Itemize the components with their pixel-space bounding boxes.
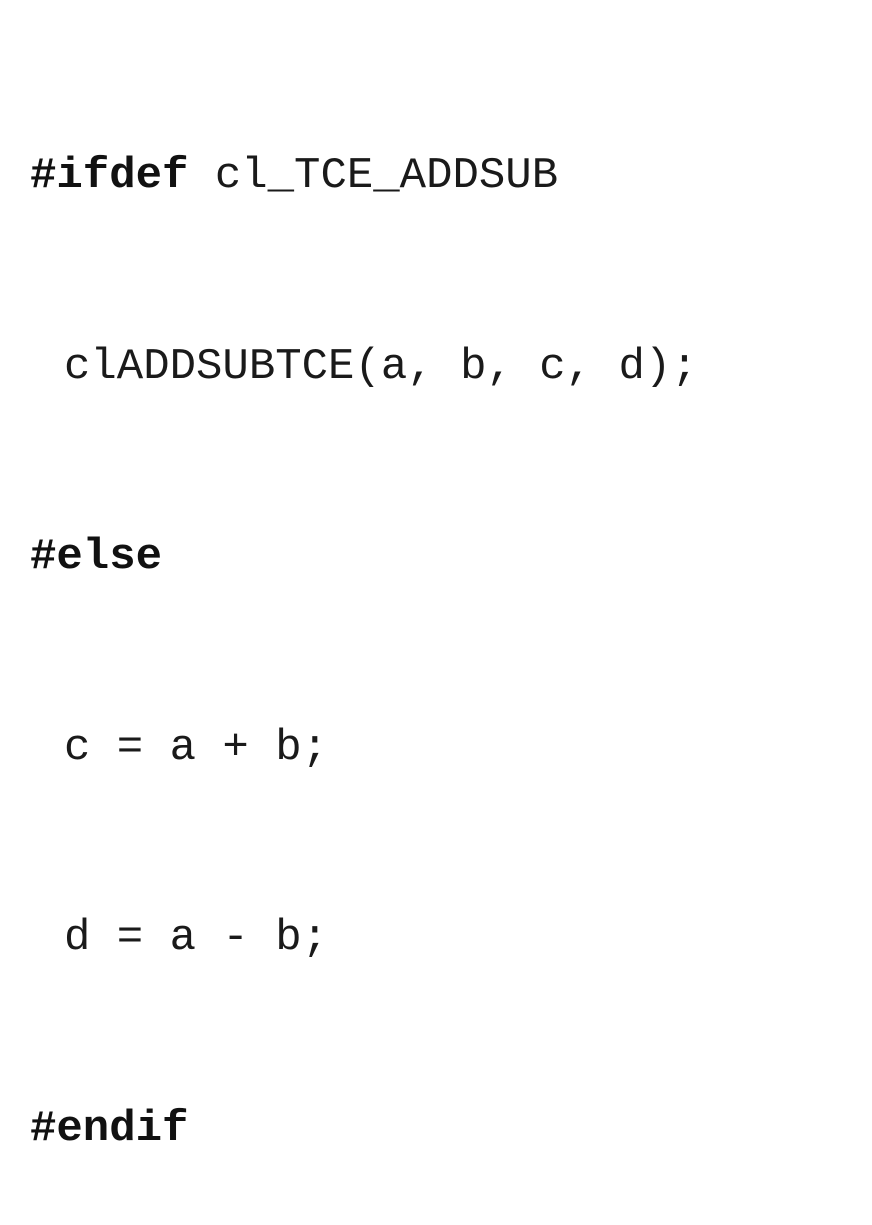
code-line-else	[30, 526, 698, 590]
code-line-assign-d	[30, 907, 698, 971]
code-line-call	[30, 336, 698, 400]
preprocessor-directive: #endif	[30, 1103, 189, 1154]
code-text: cl_TCE_ADDSUB	[188, 151, 559, 201]
code-block	[30, 18, 698, 1225]
code-text: c = a + b;	[64, 722, 329, 773]
code-text: clADDSUBTCE(a, b, c, d);	[64, 341, 698, 392]
code-line-assign-c	[30, 717, 698, 781]
code-line-ifdef	[30, 145, 698, 209]
preprocessor-directive: #else	[30, 532, 163, 582]
code-line-endif	[30, 1098, 698, 1162]
preprocessor-directive: #ifdef	[30, 151, 189, 201]
code-text: d = a - b;	[64, 913, 329, 963]
